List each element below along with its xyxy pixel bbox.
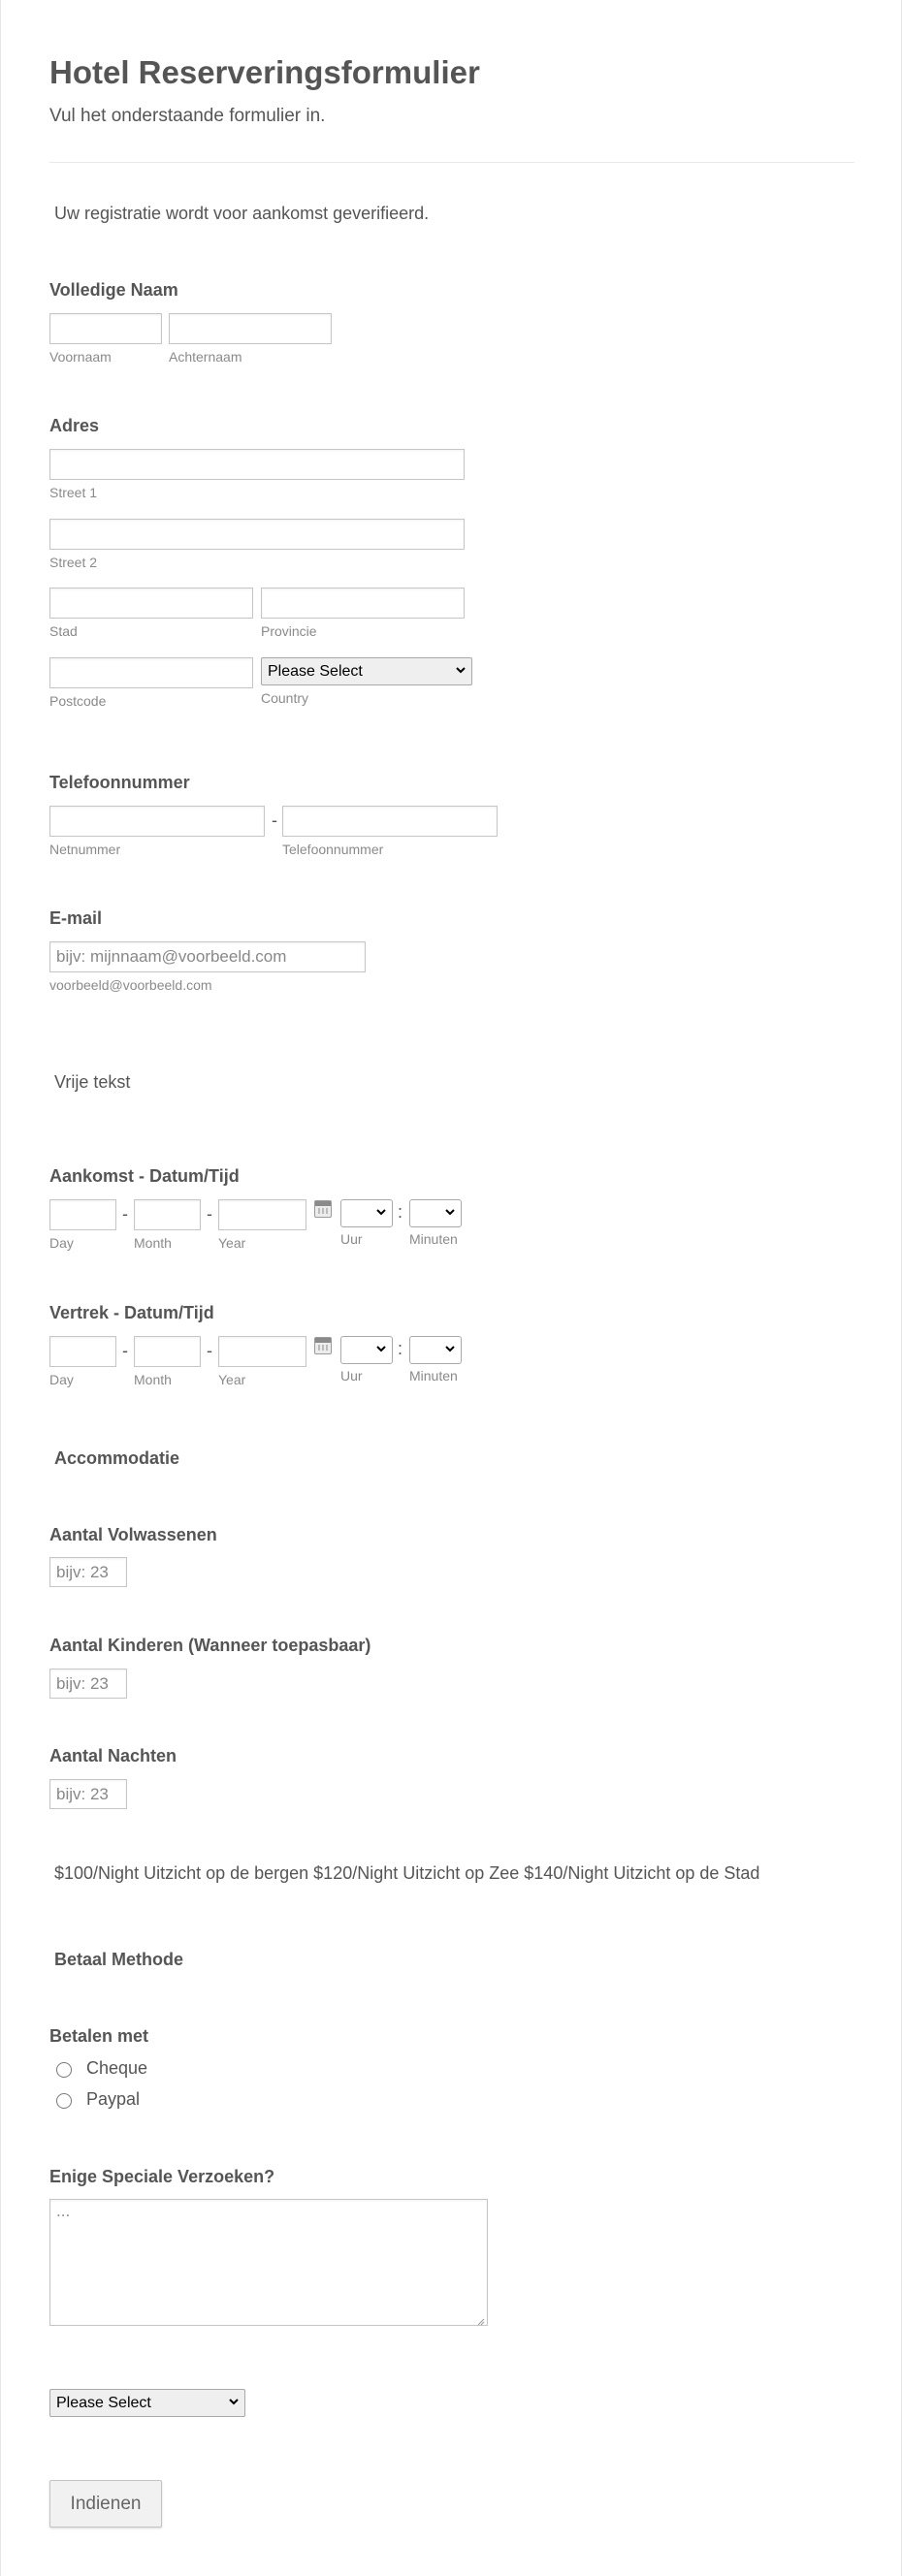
departure-hour-select[interactable] [340,1336,393,1364]
free-text: Vrije tekst [54,1072,131,1092]
arrival-month-sublabel: Month [134,1235,172,1251]
departure-minute-select[interactable] [409,1336,462,1364]
special-requests-textarea[interactable] [49,2199,488,2326]
last-name-input[interactable] [169,313,332,344]
nights-label: Aantal Nachten [49,1746,177,1765]
calendar-icon[interactable] [314,1200,332,1218]
children-label: Aantal Kinderen (Wanneer toepasbaar) [49,1636,371,1655]
phone-separator: - [272,811,277,830]
postcode-input[interactable] [49,657,253,688]
adults-input[interactable] [49,1557,127,1587]
departure-label: Vertrek - Datum/Tijd [49,1303,214,1322]
first-name-sublabel: Voornaam [49,349,112,365]
calendar-icon[interactable] [314,1337,332,1354]
arrival-minute-sublabel: Minuten [409,1231,458,1247]
submit-button[interactable]: Indienen [49,2480,162,2528]
chevron-down-icon [376,1207,386,1217]
city-sublabel: Stad [49,623,78,639]
payment-radio-cheque[interactable] [56,2062,72,2078]
area-code-input[interactable] [49,806,265,837]
arrival-date-separator: - [207,1204,212,1224]
departure-month-sublabel: Month [134,1372,172,1387]
postcode-sublabel: Postcode [49,693,107,709]
arrival-minute-select[interactable] [409,1199,462,1227]
arrival-hour-sublabel: Uur [340,1231,363,1247]
phone-label: Telefoonnummer [49,773,190,792]
full-name-label: Volledige Naam [49,280,178,300]
arrival-date-separator: - [122,1204,128,1224]
last-name-sublabel: Achternaam [169,349,242,365]
arrival-hour-select[interactable] [340,1199,393,1227]
arrival-label: Aankomst - Datum/Tijd [49,1166,240,1186]
nights-input[interactable] [49,1779,127,1809]
resize-handle-icon[interactable] [475,2313,485,2323]
departure-year-sublabel: Year [218,1372,246,1387]
first-name-input[interactable] [49,313,162,344]
departure-date-separator: - [207,1341,212,1360]
arrival-year-sublabel: Year [218,1235,246,1251]
children-input[interactable] [49,1669,127,1699]
arrival-time-separator: : [398,1202,403,1222]
country-select[interactable] [261,657,472,685]
city-input[interactable] [49,588,253,619]
special-requests-label: Enige Speciale Verzoeken? [49,2167,275,2186]
departure-day-sublabel: Day [49,1372,74,1387]
province-input[interactable] [261,588,465,619]
page-subtitle: Vul het onderstaande formulier in. [49,106,326,126]
province-sublabel: Provincie [261,623,317,639]
country-select-value: Please Select [268,662,363,680]
departure-month-input[interactable] [134,1336,201,1367]
header-divider [49,162,854,163]
departure-year-input[interactable] [218,1336,306,1367]
payment-option-cheque[interactable]: Cheque [86,2058,148,2078]
area-code-sublabel: Netnummer [49,842,121,857]
arrival-day-input[interactable] [49,1199,116,1230]
chevron-down-icon [229,2397,239,2406]
street1-input[interactable] [49,449,465,480]
payment-radio-paypal[interactable] [56,2093,72,2109]
country-sublabel: Country [261,690,309,706]
chevron-down-icon [445,1344,455,1353]
street2-sublabel: Street 2 [49,555,98,570]
payment-label: Betalen met [49,2026,149,2046]
rates-text: $100/Night Uitzicht op de bergen $120/Night Uitzicht op Zee $140/Night Uitzicht op de Stad [54,1863,760,1883]
departure-date-separator: - [122,1341,128,1360]
intro-text: Uw registratie wordt voor aankomst geverifieerd. [54,204,430,223]
accommodation-heading: Accommodatie [54,1448,180,1468]
address-label: Adres [49,416,100,435]
street1-sublabel: Street 1 [49,485,98,500]
street2-input[interactable] [49,519,465,550]
phone-number-sublabel: Telefoonnummer [282,842,384,857]
adults-label: Aantal Volwassenen [49,1525,217,1544]
departure-time-separator: : [398,1339,403,1358]
page-title: Hotel Reserveringsformulier [49,54,480,90]
bottom-select[interactable] [49,2389,245,2417]
arrival-day-sublabel: Day [49,1235,74,1251]
phone-number-input[interactable] [282,806,498,837]
departure-minute-sublabel: Minuten [409,1368,458,1383]
email-sublabel: voorbeeld@voorbeeld.com [49,977,212,993]
payment-heading: Betaal Methode [54,1950,184,1969]
chevron-down-icon [456,665,466,675]
email-input[interactable] [49,941,366,972]
arrival-year-input[interactable] [218,1199,306,1230]
chevron-down-icon [376,1344,386,1353]
arrival-month-input[interactable] [134,1199,201,1230]
departure-day-input[interactable] [49,1336,116,1367]
chevron-down-icon [445,1207,455,1217]
bottom-select-value: Please Select [56,2394,151,2411]
email-label: E-mail [49,908,103,928]
departure-hour-sublabel: Uur [340,1368,363,1383]
payment-option-paypal[interactable]: Paypal [86,2089,141,2109]
